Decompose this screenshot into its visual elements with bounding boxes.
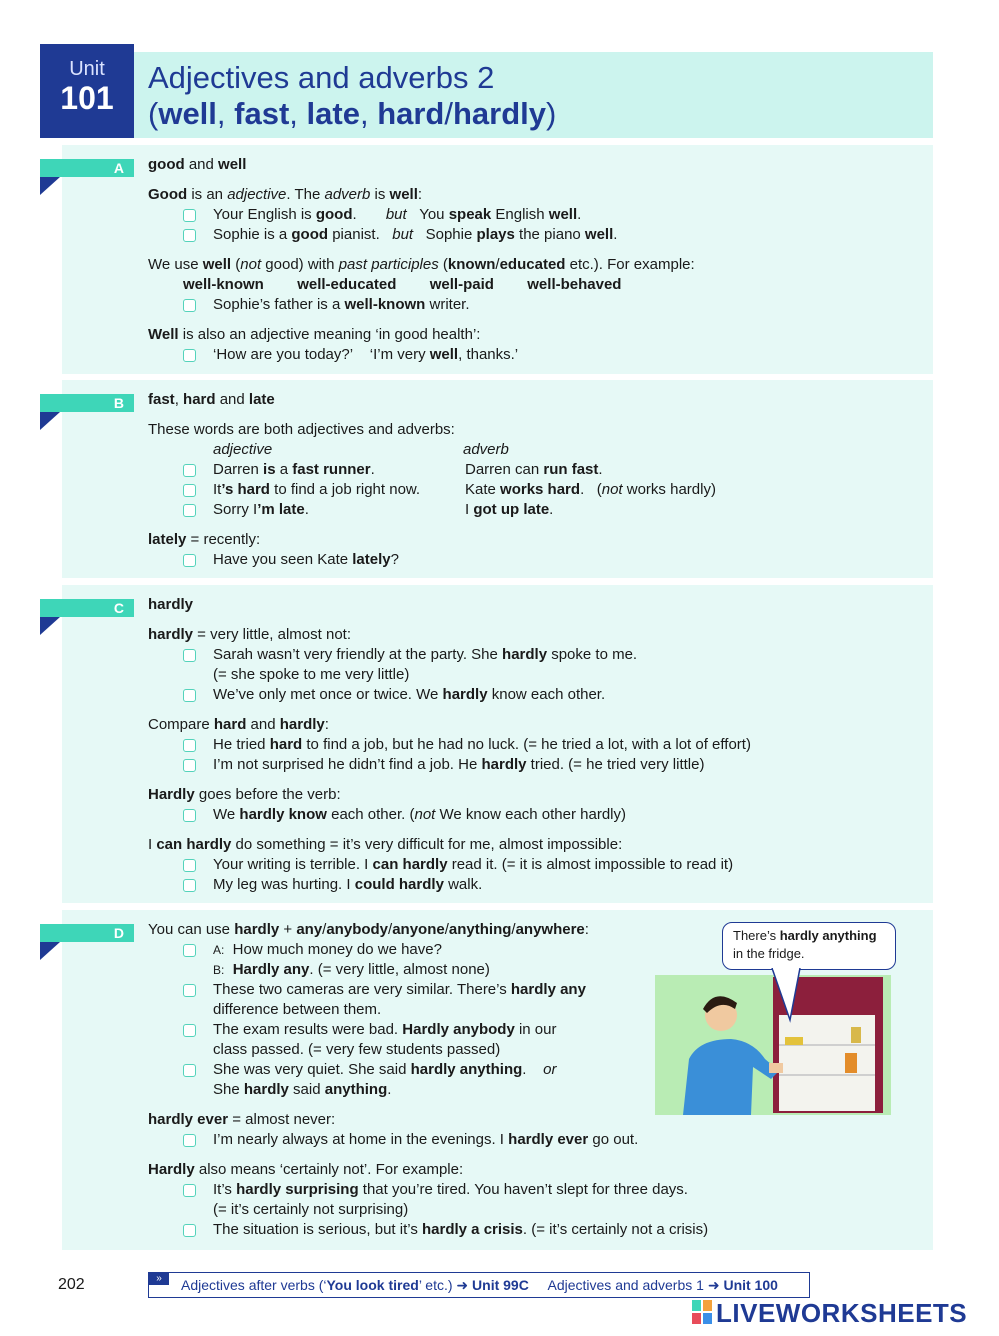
unit-number: 101 bbox=[60, 80, 114, 116]
bullet-checkbox-icon[interactable] bbox=[183, 299, 196, 312]
text-line: We use well (not good) with past participles (known/educated etc.). For example: bbox=[148, 256, 695, 273]
bullet-checkbox-icon[interactable] bbox=[183, 649, 196, 662]
text-line: You can use hardly + any/anybody/anyone/anything/anywhere: bbox=[148, 921, 589, 938]
text-line: She hardly said anything. bbox=[213, 1081, 392, 1098]
text-line: Hardly goes before the verb: bbox=[148, 786, 341, 803]
text-line: He tried hard to find a job, but he had no luck. (= he tried a lot, with a lot of effort) bbox=[213, 736, 751, 753]
unit-word: Unit bbox=[69, 58, 105, 80]
text-line: Well is also an adjective meaning ‘in good health’: bbox=[148, 326, 481, 343]
text-line: Sarah wasn’t very friendly at the party. She hardly spoke to me. bbox=[213, 646, 638, 663]
bullet-checkbox-icon[interactable] bbox=[183, 1024, 196, 1037]
text-line: Your English is good. but You speak English well. bbox=[213, 206, 582, 223]
text-line: hardly = very little, almost not: bbox=[148, 626, 351, 643]
section-tab-a: A bbox=[40, 159, 134, 177]
bullet-checkbox-icon[interactable] bbox=[183, 879, 196, 892]
text-line: hardly bbox=[148, 596, 194, 613]
bullet-checkbox-icon[interactable] bbox=[183, 1134, 196, 1147]
page-title: Adjectives and adverbs 2 bbox=[148, 60, 495, 95]
section-tab-c: C bbox=[40, 599, 134, 617]
bullet-checkbox-icon[interactable] bbox=[183, 759, 196, 772]
text-line: I can hardly do something = it’s very difficult for me, almost impossible: bbox=[148, 836, 623, 853]
bullet-checkbox-icon[interactable] bbox=[183, 944, 196, 957]
bullet-checkbox-icon[interactable] bbox=[183, 739, 196, 752]
text-line: (= she spoke to me very little) bbox=[213, 666, 410, 683]
text-line: Your writing is terrible. I can hardly read it. (= it is almost impossible to read it) bbox=[213, 856, 734, 873]
text-line: It’s hardly surprising that you’re tired. You haven’t slept for three days. bbox=[213, 1181, 688, 1198]
bullet-checkbox-icon[interactable] bbox=[183, 229, 196, 242]
text-line: difference between them. bbox=[213, 1001, 382, 1018]
bullet-checkbox-icon[interactable] bbox=[183, 504, 196, 517]
text-line: Hardly also means ‘certainly not’. For example: bbox=[148, 1161, 464, 1178]
liveworksheets-logo: LIVEWORKSHEETS bbox=[716, 1298, 968, 1328]
section-tab-b: B bbox=[40, 394, 134, 412]
bullet-checkbox-icon[interactable] bbox=[183, 984, 196, 997]
bullet-checkbox-icon[interactable] bbox=[183, 484, 196, 497]
section-tab-d-corner bbox=[40, 942, 60, 960]
text-line: The situation is serious, but it’s hardly a crisis. (= it’s certainly not a crisis) bbox=[213, 1221, 709, 1238]
speech-bubble-tail bbox=[770, 968, 810, 1026]
liveworksheets-logo-icon bbox=[692, 1300, 712, 1324]
unit-badge bbox=[40, 44, 134, 138]
text-line: Darren is a fast runner. bbox=[213, 461, 375, 478]
text-line: Darren can run fast. bbox=[465, 461, 603, 478]
text-line: We’ve only met once or twice. We hardly know each other. bbox=[213, 686, 606, 703]
bullet-checkbox-icon[interactable] bbox=[183, 859, 196, 872]
text-line: I got up late. bbox=[465, 501, 554, 518]
text-line: I’m not surprised he didn’t find a job. He hardly tried. (= he tried very little) bbox=[213, 756, 705, 773]
cross-reference-box: » Adjectives after verbs (‘You look tired’ etc.) ➜ Unit 99C Adjectives and adverbs 1 ➜ Unit 100 bbox=[148, 1272, 810, 1298]
section-tab-c-corner bbox=[40, 617, 60, 635]
bullet-checkbox-icon[interactable] bbox=[183, 1064, 196, 1077]
section-tab-b-corner bbox=[40, 412, 60, 430]
text-line: Compare hard and hardly: bbox=[148, 716, 329, 733]
text-line: lately = recently: bbox=[148, 531, 261, 548]
section-tab-a-corner bbox=[40, 177, 60, 195]
text-line: fast, hard and late bbox=[148, 391, 275, 408]
text-line: hardly ever = almost never: bbox=[148, 1111, 336, 1128]
text-line: well-known well-educated well-paid well-behaved bbox=[183, 276, 622, 293]
text-line: good and well bbox=[148, 156, 247, 173]
speech-bubble: There’s hardly anything in the fridge. bbox=[722, 922, 896, 970]
bullet-checkbox-icon[interactable] bbox=[183, 209, 196, 222]
title-bar bbox=[134, 52, 933, 138]
text-line: These words are both adjectives and adverbs: bbox=[148, 421, 455, 438]
page-number: 202 bbox=[58, 1276, 85, 1293]
text-line: These two cameras are very similar. There’s hardly any bbox=[213, 981, 586, 998]
text-line: ‘How are you today?’ ‘I’m very well, thanks.’ bbox=[213, 346, 519, 363]
bullet-checkbox-icon[interactable] bbox=[183, 464, 196, 477]
bullet-checkbox-icon[interactable] bbox=[183, 809, 196, 822]
text-line: class passed. (= very few students passed) bbox=[213, 1041, 501, 1058]
bullet-checkbox-icon[interactable] bbox=[183, 1184, 196, 1197]
text-line: I’m nearly always at home in the evenings. I hardly ever go out. bbox=[213, 1131, 639, 1148]
text-line: Kate works hard. (not works hardly) bbox=[465, 481, 716, 498]
text-line: B: Hardly any. (= very little, almost none) bbox=[213, 961, 490, 978]
text-line: We hardly know each other. (not We know each other hardly) bbox=[213, 806, 627, 823]
text-line: adjective bbox=[213, 441, 273, 458]
text-line: (= it’s certainly not surprising) bbox=[213, 1201, 409, 1218]
text-line: Sophie’s father is a well-known writer. bbox=[213, 296, 470, 313]
text-line: adverb bbox=[463, 441, 509, 458]
text-line: The exam results were bad. Hardly anybody in our bbox=[213, 1021, 557, 1038]
text-line: My leg was hurting. I could hardly walk. bbox=[213, 876, 483, 893]
text-line: Good is an adjective. The adverb is well: bbox=[148, 186, 423, 203]
text-line: A: How much money do we have? bbox=[213, 941, 442, 958]
text-line: Have you seen Kate lately? bbox=[213, 551, 399, 568]
text-line: She was very quiet. She said hardly anything. or bbox=[213, 1061, 557, 1078]
bullet-checkbox-icon[interactable] bbox=[183, 554, 196, 567]
bullet-checkbox-icon[interactable] bbox=[183, 1224, 196, 1237]
double-chevron-icon: » bbox=[149, 1273, 169, 1285]
bullet-checkbox-icon[interactable] bbox=[183, 349, 196, 362]
text-line: Sorry I’m late. bbox=[213, 501, 309, 518]
page-subtitle: (well, fast, late, hard/hardly) bbox=[148, 96, 557, 131]
text-line: Sophie is a good pianist. but Sophie plays the piano well. bbox=[213, 226, 618, 243]
text-line: It’s hard to find a job right now. bbox=[213, 481, 421, 498]
section-tab-d: D bbox=[40, 924, 134, 942]
bullet-checkbox-icon[interactable] bbox=[183, 689, 196, 702]
